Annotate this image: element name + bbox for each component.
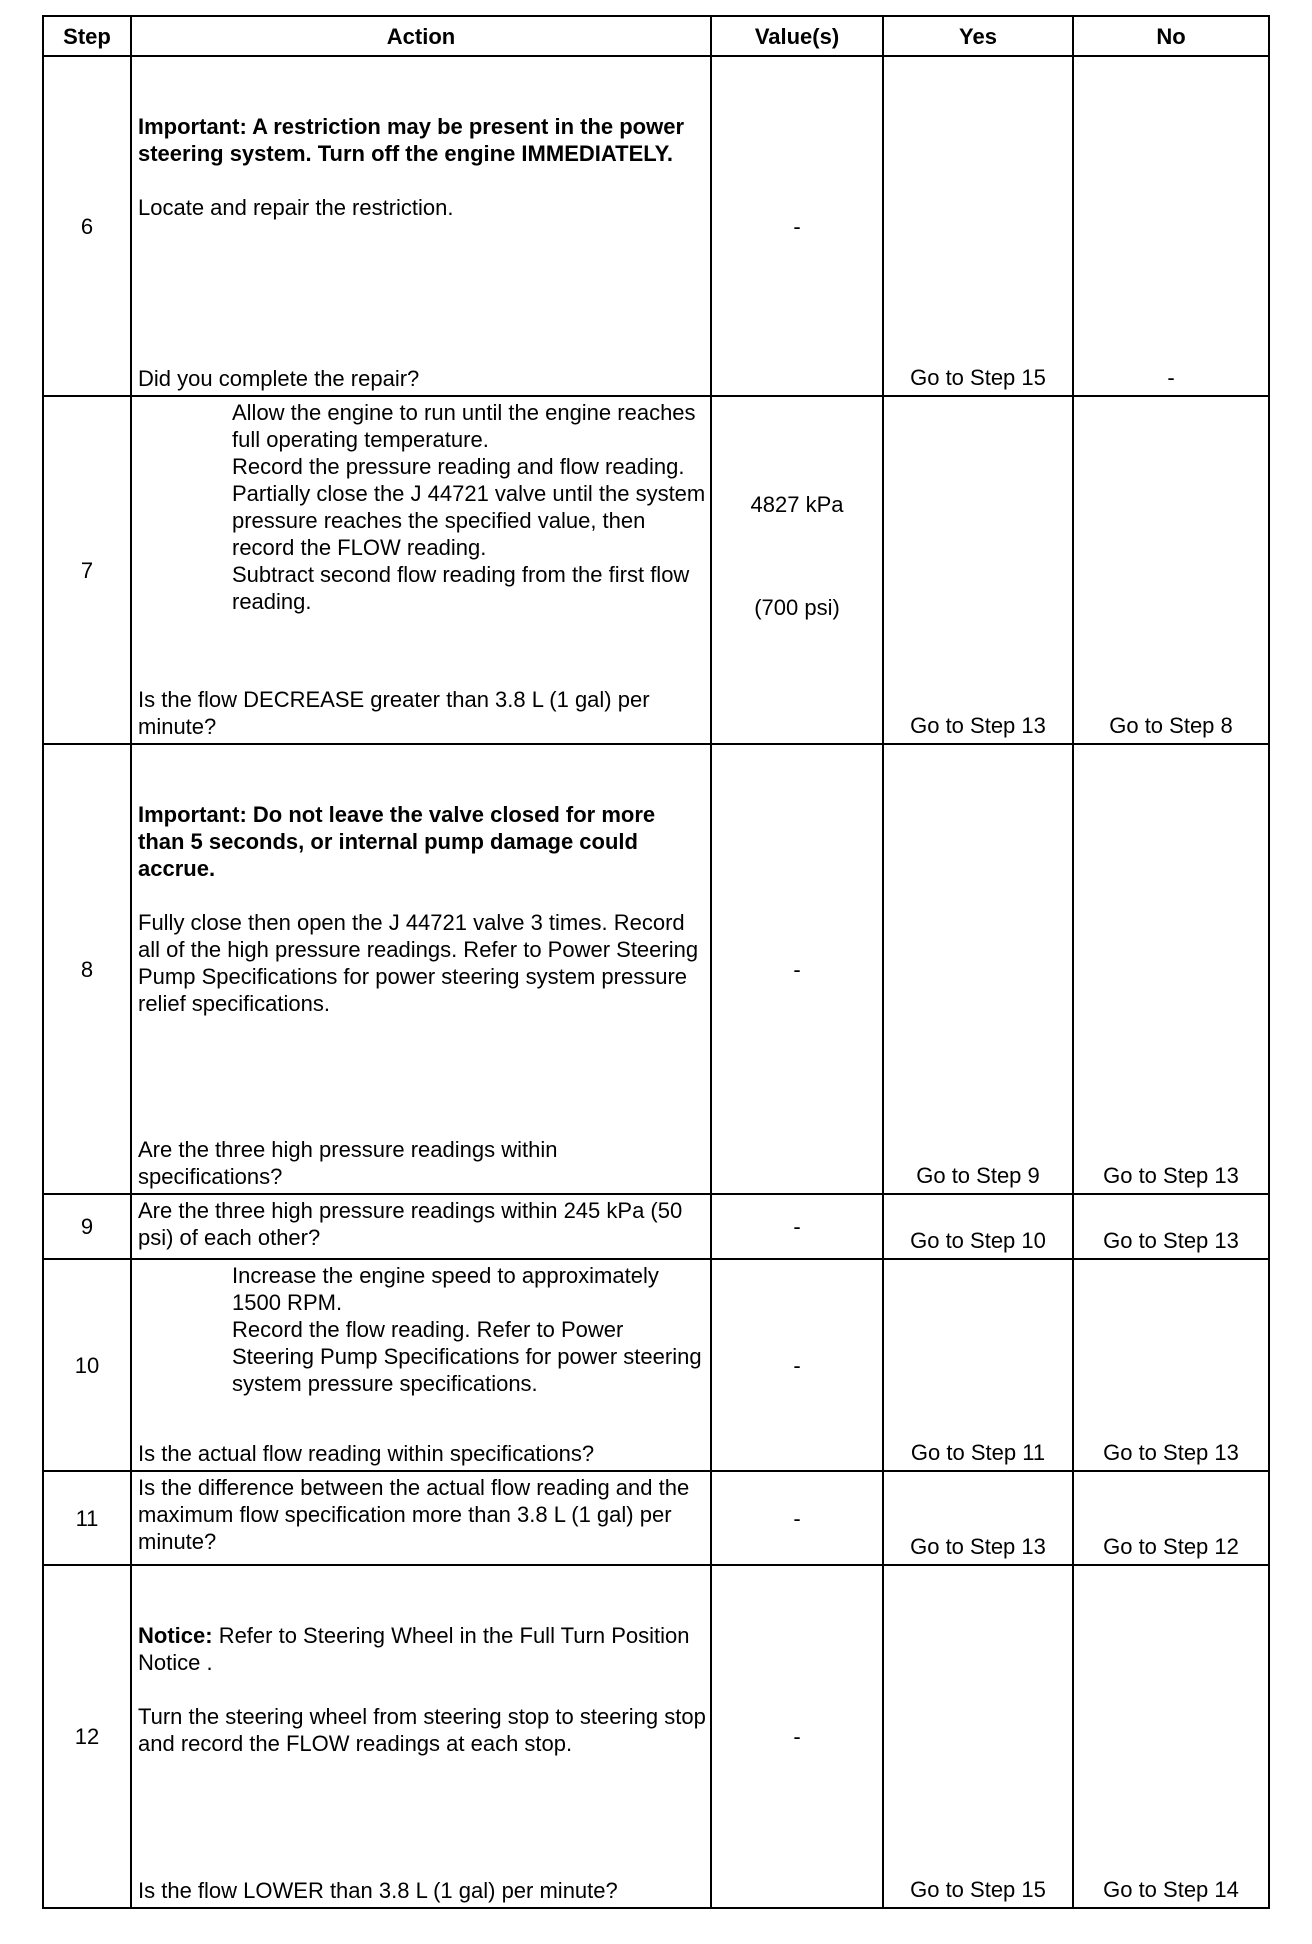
table-row [43, 56, 1269, 396]
value-cell: - [711, 56, 883, 396]
no-link[interactable]: Go to Step 12 [1073, 1471, 1269, 1565]
action-question: Are the three high pressure readings within specifications? [138, 1137, 558, 1189]
action-line: Record the flow reading. Refer to Power Steering Pump Specifications for power steering system pressure specifications. [232, 1317, 702, 1396]
action-line: Subtract second flow reading from the first flow reading. [232, 562, 690, 614]
table-row [43, 1194, 1269, 1259]
table-row [43, 1471, 1269, 1565]
action-line: Record the pressure reading and flow reading. [232, 454, 685, 479]
value-cell: - [711, 1565, 883, 1908]
header-yes: Yes [883, 16, 1073, 56]
no-link[interactable]: Go to Step 8 [1073, 396, 1269, 744]
table-row [43, 1565, 1269, 1908]
value-kpa: 4827 kPa [750, 492, 844, 517]
step-number: 8 [43, 744, 131, 1194]
action-cell [131, 744, 711, 1194]
table-row [43, 1259, 1269, 1471]
notice-note [138, 1622, 706, 1676]
action-cell [131, 396, 711, 744]
value-cell: - [711, 1259, 883, 1471]
step-number: 12 [43, 1565, 131, 1908]
value-cell: - [711, 744, 883, 1194]
yes-link[interactable]: Go to Step 9 [883, 744, 1073, 1194]
important-note [138, 113, 706, 167]
step-number: 6 [43, 56, 131, 396]
table-row [43, 396, 1269, 744]
value-cell: - [711, 1471, 883, 1565]
header-no: No [1073, 16, 1269, 56]
yes-link[interactable]: Go to Step 13 [883, 396, 1073, 744]
action-body: Locate and repair the restriction. [138, 195, 454, 220]
action-question: Did you complete the repair? [138, 366, 420, 391]
yes-link[interactable]: Go to Step 11 [883, 1259, 1073, 1471]
yes-link[interactable]: Go to Step 13 [883, 1471, 1073, 1565]
yes-link[interactable]: Go to Step 10 [883, 1194, 1073, 1259]
yes-link[interactable]: Go to Step 15 [883, 56, 1073, 396]
no-link[interactable]: Go to Step 14 [1073, 1565, 1269, 1908]
action-question: Is the difference between the actual flow reading and the maximum flow specification more than 3.8 L (1 gal) per minute? [138, 1475, 690, 1554]
action-question: Is the actual flow reading within specifications? [138, 1441, 595, 1466]
action-cell [131, 1565, 711, 1908]
no-link[interactable]: Go to Step 13 [1073, 1259, 1269, 1471]
action-line: Partially close the J 44721 valve until the system pressure reaches the specified value, then record the FLOW reading. [232, 481, 706, 560]
action-cell [131, 56, 711, 396]
header-step: Step [43, 16, 131, 56]
no-link[interactable]: Go to Step 13 [1073, 744, 1269, 1194]
header-row [43, 16, 1269, 56]
important-text: A restriction may be present in the power steering system. Turn off the engine IMMEDIATELY. [138, 114, 685, 166]
header-values: Value(s) [711, 16, 883, 56]
important-label: Important: [138, 114, 247, 139]
no-cell: - [1073, 56, 1269, 396]
action-line: Allow the engine to run until the engine reaches full operating temperature. [232, 400, 696, 452]
action-cell [131, 1471, 711, 1565]
important-text: Do not leave the valve closed for more than 5 seconds, or internal pump damage could accrue. [138, 802, 656, 881]
action-question: Is the flow LOWER than 3.8 L (1 gal) per minute? [138, 1878, 618, 1903]
action-body: Fully close then open the J 44721 valve 3 times. Record all of the high pressure readings. Refer to Power Steering Pump Specifications for power steering system pressure relief specifications. [138, 910, 699, 1016]
header-action: Action [131, 16, 711, 56]
important-note [138, 801, 706, 882]
action-body: Turn the steering wheel from steering stop to steering stop and record the FLOW readings at each stop. [138, 1704, 706, 1756]
step-number: 10 [43, 1259, 131, 1471]
action-question: Are the three high pressure readings within 245 kPa (50 psi) of each other? [138, 1198, 683, 1250]
value-psi: (700 psi) [754, 595, 840, 620]
no-link[interactable]: Go to Step 13 [1073, 1194, 1269, 1259]
value-cell: - [711, 1194, 883, 1259]
diagnostic-table [42, 15, 1270, 1909]
action-cell [131, 1259, 711, 1471]
step-number: 9 [43, 1194, 131, 1259]
notice-label: Notice: [138, 1623, 213, 1648]
notice-text: Refer to Steering Wheel in the Full Turn Position Notice . [138, 1623, 690, 1675]
action-line: Increase the engine speed to approximately 1500 RPM. [232, 1263, 659, 1315]
table-row [43, 744, 1269, 1194]
action-cell [131, 1194, 711, 1259]
value-cell [711, 396, 883, 744]
important-label: Important: [138, 802, 247, 827]
action-question: Is the flow DECREASE greater than 3.8 L (1 gal) per minute? [138, 687, 650, 739]
step-number: 7 [43, 396, 131, 744]
yes-link[interactable]: Go to Step 15 [883, 1565, 1073, 1908]
step-number: 11 [43, 1471, 131, 1565]
